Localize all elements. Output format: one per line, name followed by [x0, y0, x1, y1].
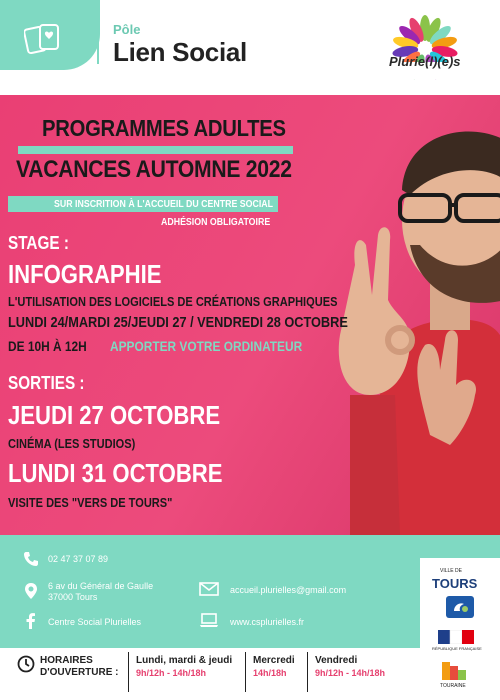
pole-name: Lien Social: [113, 37, 247, 67]
sortie-description-text: VISITE DES "VERS DE TOURS": [8, 495, 173, 510]
address-line-1: 6 av du Général de Gaulle: [48, 581, 154, 591]
header-accent: [0, 0, 100, 70]
title-underline: [18, 146, 293, 154]
stage-bring-text: APPORTER VOTRE ORDINATEUR: [110, 338, 303, 354]
stage-hours-text: DE 10H À 12H: [8, 338, 87, 354]
laptop-icon: [199, 611, 219, 629]
logo-text: Plurie(l)(e)s: [389, 54, 461, 69]
program-title: PROGRAMMES ADULTES: [42, 115, 286, 141]
hours-days: Mercredi: [253, 655, 295, 666]
sortie-description-text: CINÉMA (LES STUDIOS): [8, 436, 136, 451]
stage-subtitle-text: L'UTILISATION DES LOGICIELS DE CRÉATIONS GRAPHIQUES: [8, 294, 338, 309]
sortie-date-text: LUNDI 31 OCTOBRE: [8, 458, 223, 488]
tours-logo: TOURS: [432, 576, 478, 591]
caf-logo: [446, 596, 474, 618]
hours-times: 9h/12h - 14h/18h: [136, 668, 207, 678]
sorties-label: [8, 373, 98, 394]
website-link[interactable]: www.csplurielles.fr: [230, 617, 305, 627]
hours-label: D'OUVERTURE :: [40, 667, 119, 678]
cards-icon: [24, 22, 64, 56]
inscription-note: SUR INSCRITION À L'ACCUEIL DU CENTRE SOCIAL: [54, 199, 274, 210]
sortie-date: [8, 400, 257, 431]
email-address[interactable]: accueil.plurielles@gmail.com: [230, 585, 347, 595]
sorties-label-text: SORTIES :: [8, 373, 85, 393]
hours-days: Lundi, mardi & jeudi: [136, 655, 233, 666]
stage-label: [8, 233, 80, 254]
hours-divider: [245, 652, 246, 692]
ville-label: VILLE DE: [440, 568, 462, 574]
marianne-logo: [438, 630, 474, 644]
prefecture-label: RÉPUBLIQUE FRANÇAISE: [432, 646, 482, 651]
adhesion-note: ADHÉSION OBLIGATOIRE: [161, 217, 271, 228]
stage-hours: [8, 338, 101, 354]
hours-times: 9h/12h - 14h/18h: [315, 668, 386, 678]
touraine-logo: [442, 662, 472, 680]
email-icon: [199, 580, 219, 598]
hours-days: Vendredi: [315, 655, 358, 666]
address-line-2: 37000 Tours: [48, 592, 98, 602]
stage-bring-computer: [110, 338, 336, 354]
stage-title: [8, 259, 189, 290]
stage-title-text: INFOGRAPHIE: [8, 259, 162, 289]
sortie-date: [8, 458, 260, 489]
sortie-description: [8, 436, 158, 451]
pole-label: Pôle: [113, 22, 141, 37]
stage-subtitle: [8, 294, 396, 309]
header: [0, 0, 500, 95]
hours-divider: [128, 652, 129, 692]
stage-dates-text: LUNDI 24/MARDI 25/JEUDI 27 / VENDREDI 28 OCTOBRE: [8, 314, 348, 331]
clock-icon: [17, 655, 35, 673]
hours-times: 14h/18h: [253, 668, 287, 678]
hours-divider: [307, 652, 308, 692]
hours-label: HORAIRES: [40, 655, 93, 666]
sortie-description: [8, 495, 201, 510]
facebook-icon: [22, 612, 40, 630]
plurielles-logo: [380, 14, 470, 86]
touraine-label: TOURAINE: [440, 683, 466, 689]
phone-icon: [22, 550, 40, 568]
facebook-page[interactable]: Centre Social Plurielles: [48, 617, 142, 627]
program-season: VACANCES AUTOMNE 2022: [16, 156, 292, 183]
header-divider: [97, 22, 99, 64]
location-pin-icon: [22, 582, 40, 600]
sortie-date-text: JEUDI 27 OCTOBRE: [8, 400, 221, 430]
phone-number[interactable]: 02 47 37 07 89: [48, 554, 109, 564]
stage-dates: [8, 314, 408, 331]
stage-label-text: STAGE :: [8, 233, 69, 253]
